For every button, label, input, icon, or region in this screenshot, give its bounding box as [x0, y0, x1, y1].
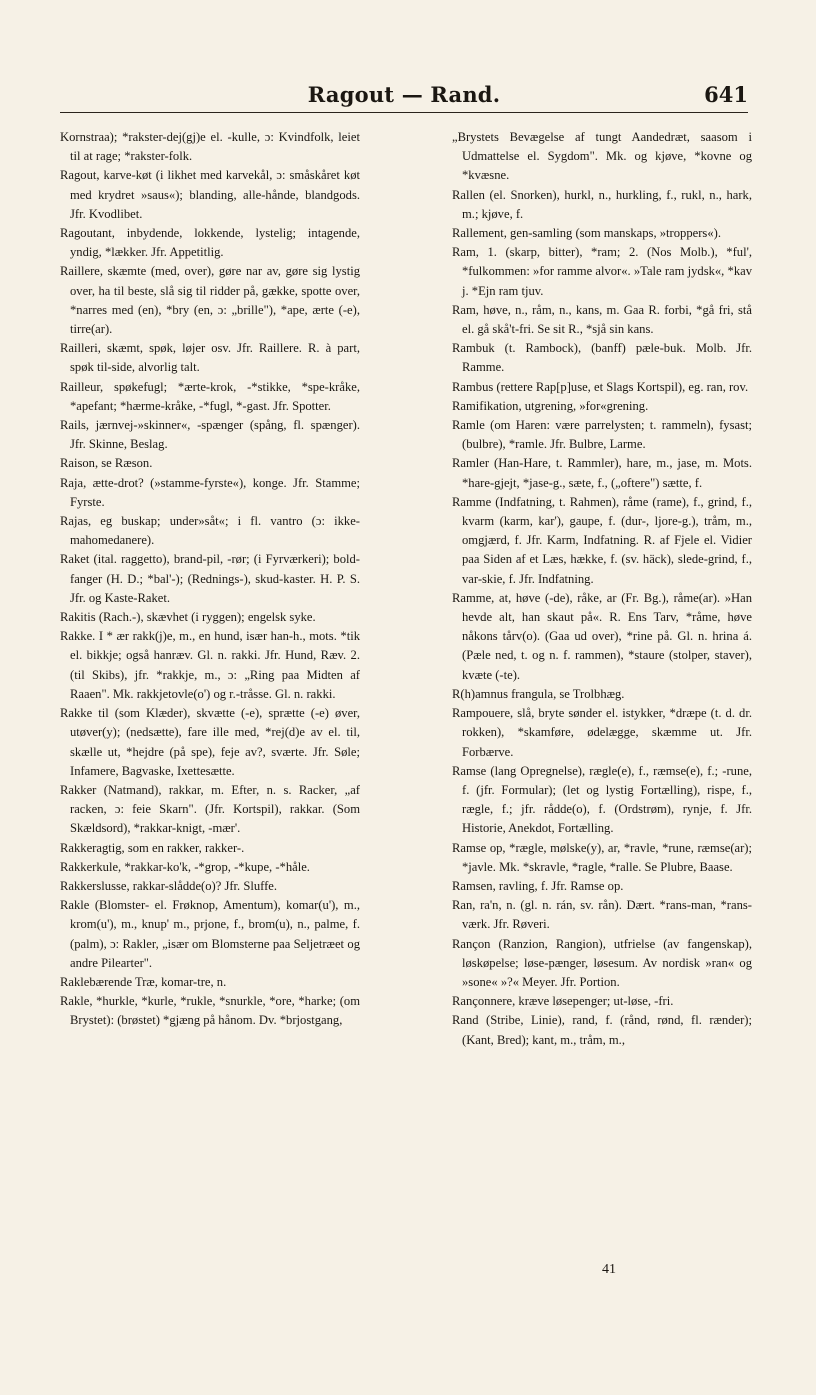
entry: Rakke. I * ær rakk(j)e, m., en hund, især han-h., mots. *tik el. bikkje; også hanræv. Gl. n. rakki. Jfr. Hund, Ræv. 2. (til Skibs), jfr. *rakkje, m., ɔ: „Ring paa Midten af Raaen". Mk. rakkjetovle(o') og r.-tråsse. Gl. n. rakki.: [60, 629, 360, 701]
entry: Ran, ra'n, n. (gl. n. rán, sv. rån). Dært. *rans-man, *rans-værk. Jfr. Røveri.: [452, 898, 752, 932]
entry: Ragoutant, inbydende, lokkende, lystelig; intagende, yndig, *lækker. Jfr. Appetitlig.: [60, 226, 360, 260]
entry: Rakle (Blomster- el. Frøknop, Amentum), komar(u'), m., krom(u'), m., knup' m., prjone, f., brom(u), n., palme, f. (palm), ɔ: Rakler, „især om Blomsterne paa Seljetræet og andre Pilearter".: [60, 898, 360, 970]
entry: Rajas, eg buskap; under»såt«; i fl. vantro (ɔ: ikke-mahomedanere).: [60, 514, 360, 548]
page-header: [60, 78, 748, 113]
entry: Railleur, spøkefugl; *ærte-krok, -*stikke, *spe-kråke, *apefant; *hærme-kråke, -*fugl, *-gast. Jfr. Spotter.: [60, 379, 360, 413]
entry: Rampouere, slå, bryte sønder el. istykker, *dræpe (t. d. dr. rokken), *skamføre, ødelægge, skæmme ut. Jfr. Forbærve.: [452, 706, 752, 759]
signature-mark: 41: [602, 1262, 616, 1277]
entry: Rakkerkule, *rakkar-ko'k, -*grop, -*kupe, -*håle.: [60, 859, 310, 874]
entry: Rakitis (Rach.-), skævhet (i ryggen); engelsk syke.: [60, 610, 316, 625]
entry: Ram, høve, n., råm, n., kans, m. Gaa R. forbi, *gå fri, stå el. gå skå't-fri. Se sit R., *sjå sin kans.: [452, 302, 752, 337]
entry: Ragout, karve-køt (i likhet med karvekål, ɔ: småskåret køt med krydret »saus«); blanding, alle-hånde, blandgods. Jfr. Kvodlibet.: [60, 168, 360, 221]
entry: Ramme (Indfatning, t. Rahmen), råme (rame), f., grind, f., kvarm (karm, kar'), gaupe, f. (dur-, ljore-g.), tråm, m., omgjærd, f. Jfr. Karm, Indfatning. R. af Fjele el. Vidier paa Siden af et Læs, hække, f. (sv. häck), slede-grind, f., var-skie, f. Jfr. Indfatning.: [452, 494, 752, 586]
entry: Rails, jærnvej-»skinner«, -spænger (spång, fl. spænger). Jfr. Skinne, Beslag.: [60, 418, 360, 452]
entry: Rand (Stribe, Linie), rand, f. (rånd, rønd, fl. rænder); (Kant, Bred); kant, m., tråm, m.,: [452, 1013, 752, 1047]
entry: Ramifikation, utgrening, »for«grening.: [452, 398, 649, 413]
entry: Rambus (rettere Rap[p]use, et Slags Kortspil), eg. ran, rov.: [452, 379, 749, 394]
entry: Rakkeragtig, som en rakker, rakker-.: [60, 840, 245, 855]
entry: Railleri, skæmt, spøk, løjer osv. Jfr. Raillere. R. à part, spøk til-side, alvorlig talt.: [60, 341, 360, 375]
right-column: [452, 128, 752, 1050]
entry: Ramse (lang Opregnelse), rægle(e), f., ræmse(e), f.; -rune, f. (jfr. Formular); (let og lystig Fortælling), rispe, f., rægle, f.; jfr. rådde(o), f. (Ordstrøm), rynje, f. Jfr. Historie, Anekdot, Fortælling.: [452, 763, 752, 836]
entry: Rakle, *hurkle, *kurle, *rukle, *snurkle, *ore, *harke; (om Brystet): (brøstet) *gjæng på hånom. Dv. *brjostgang,: [60, 994, 360, 1028]
entry: R(h)amnus frangula, se Trolbhæg.: [452, 686, 625, 701]
entry: Ramse op, *rægle, mølske(y), ar, *ravle, *rune, ræmse(ar); *javle. Mk. *skravle, *ragle, *ralle. Se Plubre, Baase.: [452, 840, 752, 874]
entry: Ramler (Han-Hare, t. Rammler), hare, m., jase, m. Mots. *hare-gjejt, *jase-g., sæte, f., („oftere") sætte, f.: [452, 456, 752, 490]
entry: Rançonnere, kræve løsepenger; ut-løse, -fri.: [452, 994, 674, 1009]
entry: Ramsen, ravling, f. Jfr. Ramse op.: [452, 878, 624, 893]
entry: Raison, se Ræson.: [60, 456, 153, 471]
entry: Ramle (om Haren: være parrelysten; t. rammeln), fysast; (bulbre), *ramle. Jfr. Bulbre, Larme.: [452, 418, 752, 452]
entry: Rakker (Natmand), rakkar, m. Efter, n. s. Racker, „af racken, ɔ: feie Skarn". (Jfr. Kortspil), rakkar. (Som Skældsord), *rakkar-knigt, -mær'.: [60, 782, 360, 836]
entry: Rakkerslusse, rakkar-slådde(o)? Jfr. Sluffe.: [60, 878, 278, 893]
entry: Raillere, skæmte (med, over), gøre nar av, gøre sig lystig over, ha til beste, slå sig til ridder på, gække, spotte over, *narres med (en), *bry (en, ɔ: „brille"), *ape, ærte (-e), tirre(ar).: [60, 264, 360, 337]
entry: Rançon (Ranzion, Rangion), utfrielse (av fangenskap), løskøpelse; løse-pænger, løsesum. Av nordisk »ran« og »sone« »?« Meyer. Jfr. Portion.: [452, 936, 752, 989]
running-title: Ragout — Rand.: [307, 82, 501, 107]
entry: „Brystets Bevægelse af tungt Aandedræt, saasom i Udmattelse el. Sygdom". Mk. og kjøve, *kovne og *kvæsne.: [452, 130, 752, 183]
entry: Rakke til (som Klæder), skvætte (-e), sprætte (-e) øver, utøver(y); (nedsætte), fare ille med, *rej(d)e av el. til, skælle ut, *hejdre (på spe), feje av?, sværte. Jfr. Søle; Infamere, Bagvaske, Ixettesætte.: [60, 706, 360, 778]
entry: Rallement, gen-samling (som manskaps, »troppers«).: [452, 226, 721, 241]
entry: Raket (ital. raggetto), brand-pil, -rør; (i Fyrværkeri); bold-fanger (H. D.; *bal'-); (Rednings-), skud-kaster. H. P. S. Jfr. og Kaste-Raket.: [60, 552, 360, 605]
entry: Ram, 1. (skarp, bitter), *ram; 2. (Nos Molb.), *ful', *fulkommen: »for ramme alvor«. »Tale ram jydsk«, *kav j. *Ejn ram tjuv.: [452, 245, 752, 298]
page-number: 641: [704, 82, 748, 107]
entry: Rambuk (t. Rambock), (banff) pæle-buk. Molb. Jfr. Ramme.: [452, 341, 752, 375]
left-column: [60, 128, 360, 1031]
entry: Raja, ætte-drot? (»stamme-fyrste«), konge. Jfr. Stamme; Fyrste.: [60, 475, 360, 509]
entry: Rallen (el. Snorken), hurkl, n., hurkling, f., rukl, n., hark, m.; kjøve, f.: [452, 187, 752, 221]
entry: Kornstraa); *rakster-dej(gj)e el. -kulle, ɔ: Kvindfolk, leiet til at rage; *rakster-folk.: [60, 130, 360, 164]
entry: Ramme, at, høve (-de), råke, ar (Fr. Bg.), råme(ar). »Han hevde alt, han skaut på«. R. Ens Tarv, *råme, høve nåkons tårv(o). (Gaa ud over), *rine på. Gl. n. hrina á. (Pæle ned, t. og n. f. rammen), *staure (stolper, staver), kvæte (-te).: [452, 590, 752, 682]
entry: Raklebærende Træ, komar-tre, n.: [60, 974, 227, 989]
